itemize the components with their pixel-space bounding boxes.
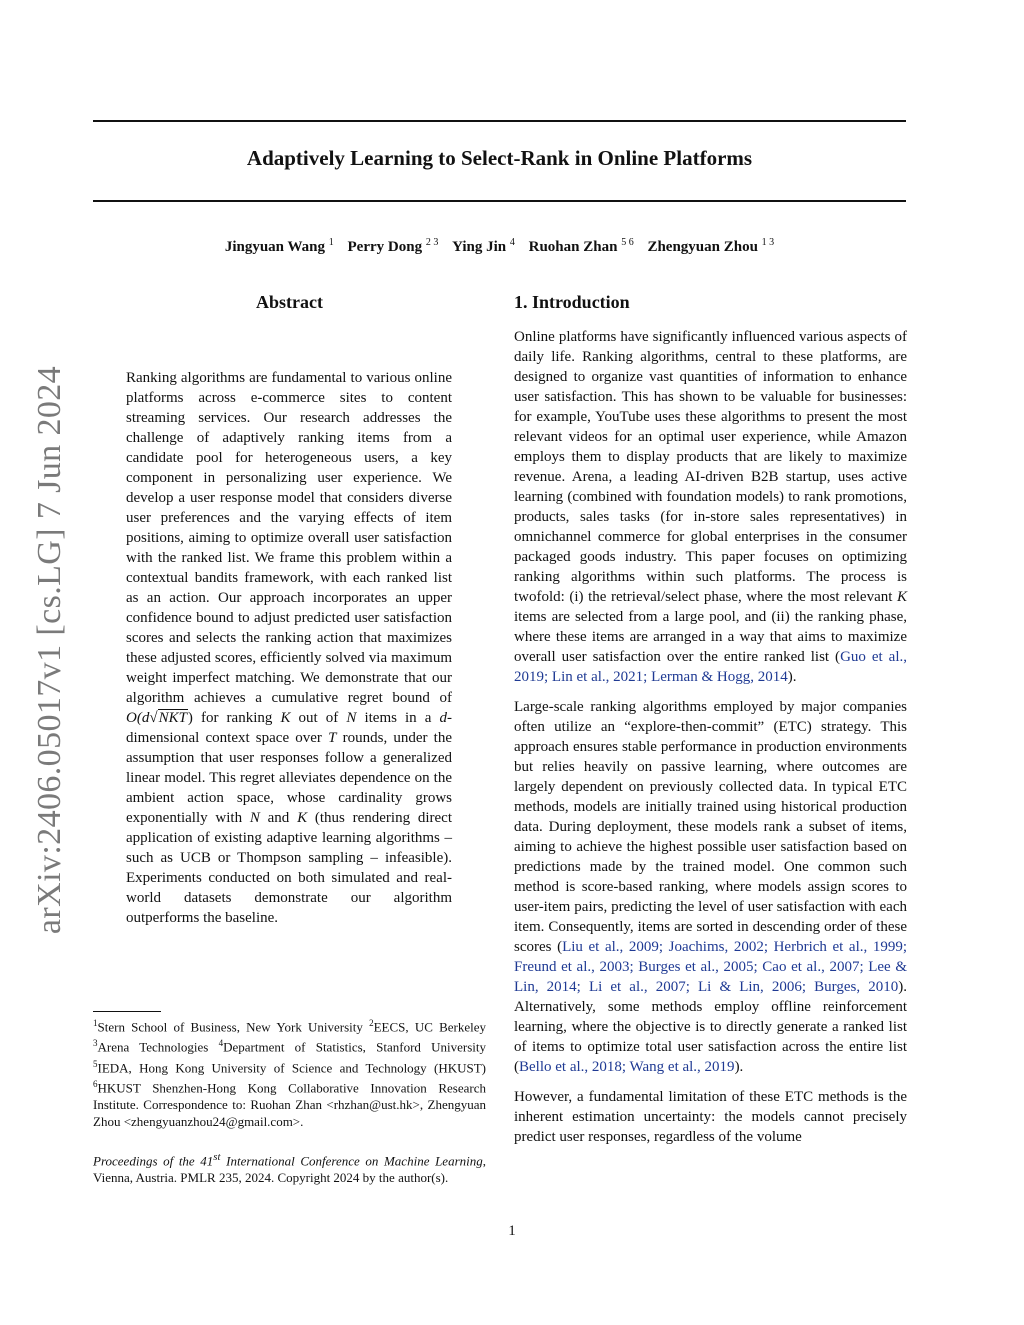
affiliation-text: IEDA, Hong Kong University of Science and Technology (HKUST) <box>97 1059 486 1075</box>
abstract-heading: Abstract <box>256 292 323 312</box>
citation-link[interactable]: Bello et al., 2018; Wang et al., 2019 <box>519 1059 735 1075</box>
abstract-text: Ranking algorithms are fundamental to various online platforms across e-commerce sites to content streaming services. Our research addresses the challenge of adaptively ranking items from a candidate pool for heterogeneous users, a key component in personalizing user experience. We develop a user response model that considers diverse user preferences and the varying effects of item positions, aiming to optimize overall user satisfaction with the ranked list. We frame this problem within a contextual bandits framework, with each ranked list as an action. Our approach incorporates an upper confidence bound to adjust predicted user satisfaction scores and selects the ranking action that maximizes these adjusted scores, efficiently solved via maximum weight imperfect matching. We demonstrate that our algorithm achieves a cumulative regret bound of <box>126 370 452 706</box>
affiliation-marker: 6 <box>93 1078 98 1089</box>
abstract-text: -dimensional context space over <box>126 710 452 746</box>
affiliation-text: EECS, UC Berkeley <box>373 1019 486 1035</box>
math-symbol: K <box>896 589 907 605</box>
footnote-rule <box>93 1011 161 1012</box>
affiliation-text: Arena Technologies <box>97 1039 219 1055</box>
citation-link[interactable]: Guo et al., 2019; Lin et al., 2021; Lerman & Hogg, 2014 <box>514 649 908 685</box>
paragraph-text: ). <box>787 669 797 685</box>
abstract-text: (thus rendering direct application of existing adaptive learning algorithms – such as UCB or Thompson sampling – infeasible). Experiments conducted on both simulated and real-world datasets demonstrate our algorithm outperforms the baseline. <box>126 810 452 926</box>
affiliation-text: Stern School of Business, New York University <box>97 1019 370 1035</box>
title-bottom-rule <box>93 200 906 202</box>
title-top-rule <box>93 120 906 122</box>
affiliation-marker: 5 <box>93 1058 98 1069</box>
author-name <box>348 239 439 255</box>
introduction-section <box>514 292 907 1157</box>
paragraph-text: Large-scale ranking algorithms employed by major companies often utilize an “explore-then-commit” (ETC) strategy. This approach ensures stable performance in production environments but relies heavily on passive learning, where outcomes are largely dependent on previously collected data. In typical ETC methods, models are initially trained using historical production data. During deployment, these models rank a subset of items, aiming to achieve the highest possible user satisfaction based on predictions made by the trained model. One common such method is score-based ranking, where models assign scores to user-item pairs, predicting the level of user satisfaction with each item. Consequently, items are sorted in descending order of these scores ( <box>514 699 907 955</box>
arxiv-identifier-stamp: arXiv:2406.05017v1 [cs.LG] 7 Jun 2024 <box>31 365 68 935</box>
abstract-body <box>126 368 452 928</box>
abstract-text: for ranking <box>192 710 281 726</box>
math-symbol: T <box>328 730 337 746</box>
affiliation-text: Department of Statistics, Stanford University <box>223 1039 486 1055</box>
author-affiliation: 2 3 <box>425 237 439 248</box>
proceedings-note <box>93 1149 486 1186</box>
author-name-text: Zhengyuan Zhou <box>647 239 758 255</box>
abstract-text: items in a <box>356 710 440 726</box>
page-number: 1 <box>508 1223 516 1239</box>
author-list <box>93 237 906 256</box>
affiliation-marker: 4 <box>218 1038 224 1049</box>
author-name-text: Ruohan Zhan <box>528 239 618 255</box>
math-symbol: ) <box>187 710 193 726</box>
author-name <box>529 239 634 255</box>
abstract-text: out of <box>290 710 347 726</box>
math-symbol: K <box>297 810 308 826</box>
intro-paragraph-1 <box>514 327 907 687</box>
affiliation-marker: 2 <box>369 1018 374 1028</box>
author-name-text: Perry Dong <box>347 239 423 255</box>
author-name <box>225 239 334 255</box>
paragraph-text: Online platforms have significantly influenced various aspects of daily life. Ranking algorithms, central to these platforms, are designed to organize vast quantities of information to enhance user satisfaction. This has shown to be valuable for businesses: for example, YouTube uses these algorithms to present the most relevant videos for an optimal user experience, while Amazon employs them to display products that are likely to maximize revenue. Arena, a leading AI-driven B2B startup, uses active learning (combined with foundation models) to rank promotions, products, sales tasks (for in-store sales representatives) in omnichannel commerce for global enterprises in the consumer packaged goods industry. This paper focuses on optimizing ranking algorithms within such platforms. The process is twofold: (i) the retrieval/select phase, where the most relevant <box>514 329 907 605</box>
math-symbol: N <box>249 810 260 826</box>
author-name <box>647 239 774 255</box>
section-heading: 1. Introduction <box>514 292 630 312</box>
regret-bound-math: O(d√NKT) <box>126 710 193 726</box>
affiliation-text: HKUST Shenzhen-Hong Kong Collaborative Innovation Research Institute. Correspondence to: Ruohan Zhan <rhzhan@ust.hk>, Zhengyuan Zhou <zhengyuanzhou24@gmail.com>. <box>93 1080 486 1130</box>
author-affiliation: 4 <box>509 237 515 248</box>
math-symbol: K <box>280 710 291 726</box>
math-symbol: N <box>346 710 357 726</box>
proceedings-italic: Proceedings of the 41 <box>93 1153 214 1169</box>
proceedings-text: , Vienna, Austria. PMLR 235, 2024. Copyright 2024 by the author(s). <box>93 1153 486 1186</box>
author-name-text: Ying Jin <box>452 239 507 255</box>
citation-link[interactable]: Liu et al., 2009; Joachims, 2002; Herbrich et al., 1999; Freund et al., 2003; Burges et al., 2005; Cao et al., 2007; Lee & Lin, 2014; Li et al., 2007; Li & Lin, 2006; Burges, 2010 <box>514 939 908 995</box>
proceedings-italic: International Conference on Machine Learning <box>220 1153 483 1169</box>
paragraph-text: ). Alternatively, some methods employ offline reinforcement learning, where the objective is to directly generate a ranked list of items to optimize total user satisfaction across the entire list ( <box>514 979 907 1075</box>
paragraph-text: items are selected from a large pool, and (ii) the ranking phase, where these items are arranged in a way that aims to maximize overall user satisfaction over the entire ranked list ( <box>514 609 907 665</box>
abstract-text: and <box>259 810 298 826</box>
author-name <box>452 239 515 255</box>
author-name-text: Jingyuan Wang <box>224 239 326 255</box>
affiliation-marker: 3 <box>93 1038 98 1049</box>
intro-paragraph-3: However, a fundamental limitation of these ETC methods is the inherent estimation uncertainty: the models cannot precisely predict user responses, regardless of the volume <box>514 1089 907 1145</box>
author-affiliation: 5 6 <box>621 237 634 248</box>
proceedings-superscript: st <box>213 1151 221 1163</box>
paragraph-text: ). <box>734 1059 744 1075</box>
abstract-text: rounds, under the assumption that user responses follow a generalized linear model. This regret alleviates dependence on the ambient action space, whose cardinality grows exponentially with <box>126 730 453 826</box>
intro-paragraph-2 <box>514 697 907 1077</box>
math-sqrt-argument: NKT <box>158 710 187 726</box>
paper-title: Adaptively Learning to Select-Rank in Online Platforms <box>246 146 753 170</box>
math-symbol: d <box>439 710 447 726</box>
author-affiliation: 1 <box>328 237 334 248</box>
affiliation-marker: 1 <box>93 1018 98 1028</box>
affiliations-footnote <box>93 1015 486 1130</box>
author-affiliation: 1 3 <box>761 237 775 248</box>
math-symbol: O(d <box>126 710 150 726</box>
